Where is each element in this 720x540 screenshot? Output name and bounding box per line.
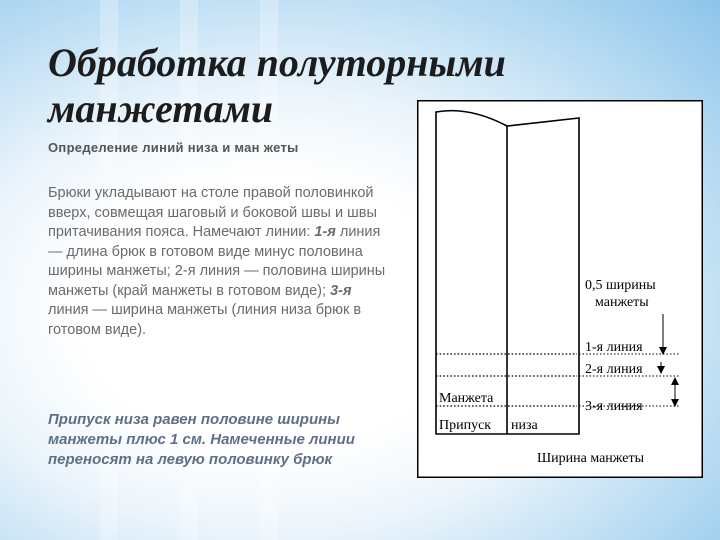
label-cuff: Манжета	[439, 391, 494, 406]
label-line-1: 1-я линия	[585, 340, 643, 355]
body-part-2: линия — длина брюк в готовом виде минус половина ширины манжеты; 2-я линия — половина ширины манжеты (край манжеты в готовом виде);	[48, 224, 386, 299]
label-half-cuff-2: манжеты	[595, 295, 649, 310]
label-half-cuff-1: 0,5 ширины	[585, 278, 656, 293]
body-part-1: Брюки укладывают на столе правой половинкой вверх, совмещая шаговый и боковой швы и швы притачивания пояса. Намечают линии:	[48, 185, 377, 240]
label-allowance-2: низа	[511, 418, 538, 433]
diagram-svg	[417, 100, 703, 478]
line3-label: 3-я	[330, 282, 352, 299]
slide-body-text	[48, 184, 388, 340]
slide-note: Припуск низа равен половине ширины манжеты плюс 1 см. Намеченные линии переносят на левую половинку брюк	[48, 411, 355, 468]
slide-title: Обработка полуторными манжетами	[48, 40, 506, 131]
trouser-hem-diagram	[417, 100, 703, 478]
slide-subtitle: Определение линий низа и ман жеты	[48, 140, 299, 155]
body-part-3: линия — ширина манжеты (линия низа брюк в готовом виде).	[48, 302, 362, 338]
label-line-2: 2-я линия	[585, 362, 643, 377]
label-allowance-1: Припуск	[439, 418, 492, 433]
label-line-3: 3-я линия	[585, 399, 643, 414]
label-cuff-width: Ширина манжеты	[537, 451, 645, 466]
arrow-up-icon	[671, 377, 679, 385]
arrow-down-icon	[657, 366, 665, 374]
line1-label: 1-я	[314, 224, 336, 240]
